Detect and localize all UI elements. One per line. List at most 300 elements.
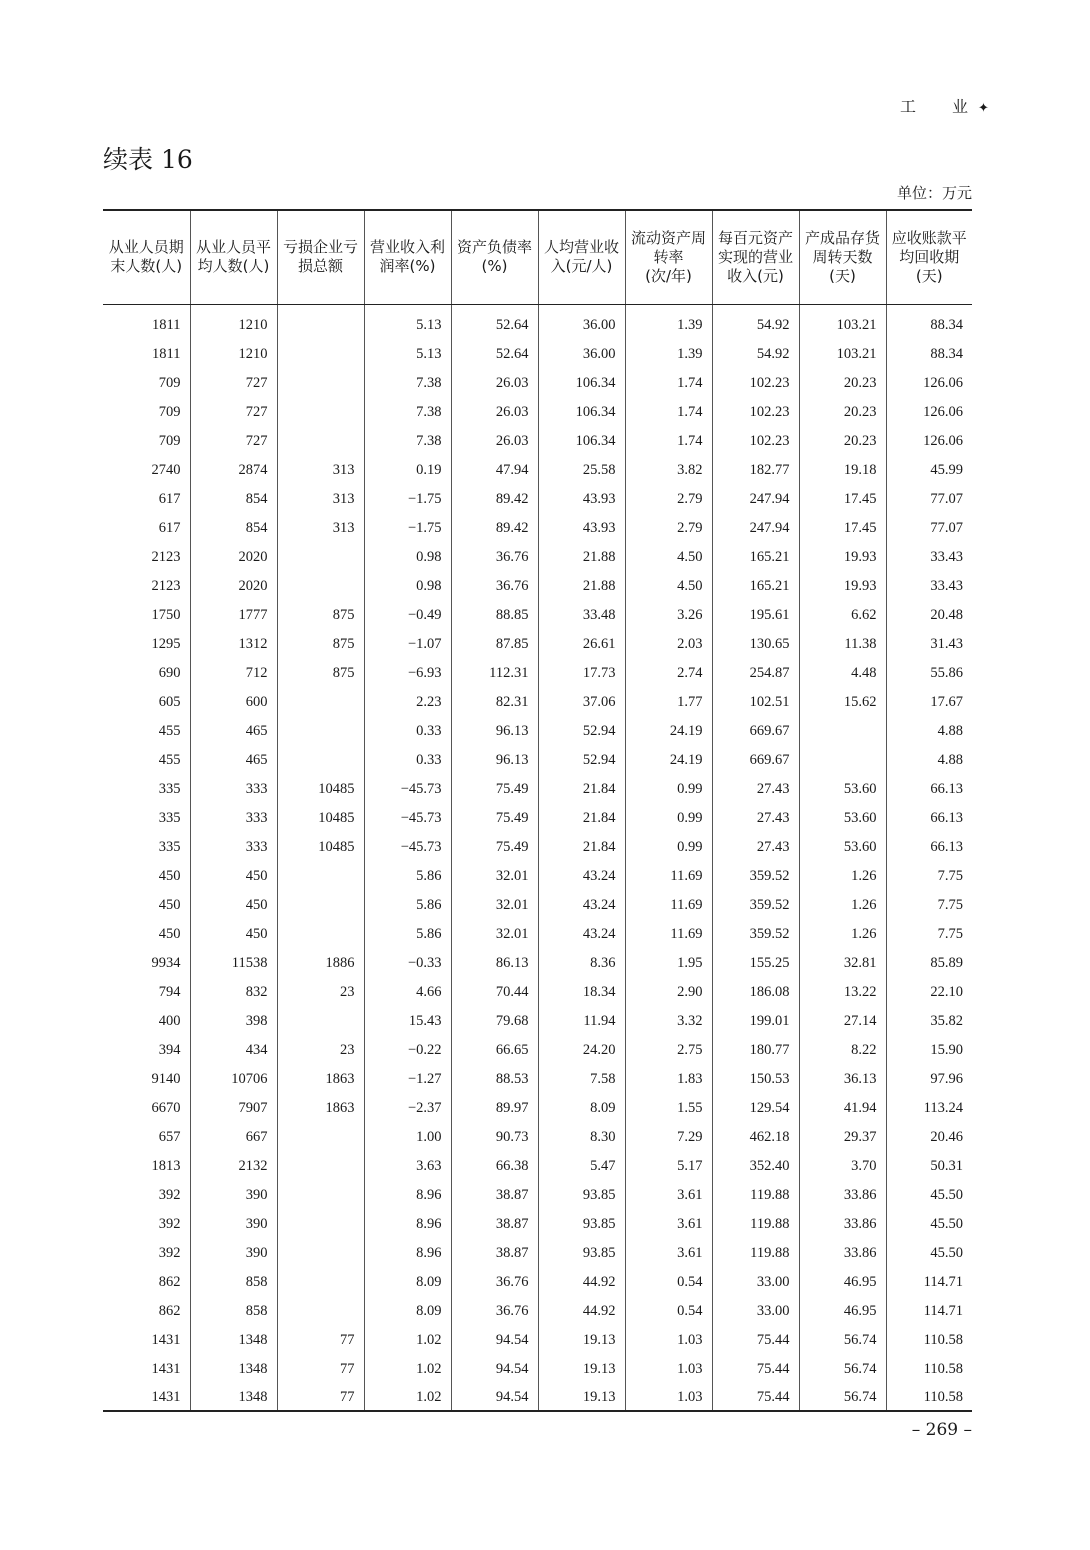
table-cell: 15.43 [364, 1007, 451, 1036]
table-cell: 3.61 [625, 1181, 712, 1210]
table-row [103, 1036, 972, 1065]
table-cell: 10706 [190, 1065, 277, 1094]
table-cell: −0.33 [364, 949, 451, 978]
table-cell: 3.82 [625, 456, 712, 485]
table-row [103, 891, 972, 920]
table-cell: 106.34 [538, 398, 625, 427]
table-cell: 333 [190, 804, 277, 833]
table-cell: 21.84 [538, 833, 625, 862]
column-header-line: 均人数(人) [197, 257, 270, 276]
table-cell: 77 [277, 1384, 364, 1411]
table-cell: 1210 [190, 340, 277, 369]
table-cell: 669.67 [712, 746, 799, 775]
table-cell: 390 [190, 1181, 277, 1210]
table-cell: 794 [158, 984, 181, 1000]
table-cell: 36.13 [799, 1065, 886, 1094]
table-cell: 8.30 [538, 1123, 625, 1152]
table-cell: 669.67 [712, 717, 799, 746]
table-cell: 3.32 [625, 1007, 712, 1036]
table-cell: 832 [190, 978, 277, 1007]
table-cell: 54.92 [712, 340, 799, 369]
table-cell: 0.54 [625, 1297, 712, 1326]
table-cell: 75.44 [712, 1326, 799, 1355]
table-cell: 7.38 [364, 427, 451, 456]
table-cell: 359.52 [712, 920, 799, 949]
table-cell: 6670 [151, 1100, 181, 1116]
table-cell: 126.06 [886, 427, 972, 456]
table-cell: 1.00 [364, 1123, 451, 1152]
table-cell: 27.14 [799, 1007, 886, 1036]
table-cell: 129.54 [712, 1094, 799, 1123]
table-cell: 94.54 [451, 1355, 538, 1384]
table-cell: −45.73 [364, 833, 451, 862]
table-cell: 254.87 [712, 659, 799, 688]
table-cell: 875 [277, 601, 364, 630]
table-cell: 50.31 [886, 1152, 972, 1181]
table-cell: 29.37 [799, 1123, 886, 1152]
table-cell: 1.83 [625, 1065, 712, 1094]
table-cell: 45.50 [886, 1239, 972, 1268]
table-cell: 45.50 [886, 1210, 972, 1239]
table-cell: 450 [158, 868, 181, 884]
column-header-line: (天) [829, 266, 856, 285]
table-cell: 1.26 [799, 862, 886, 891]
table-cell: 35.82 [886, 1007, 972, 1036]
table-cell: 77 [277, 1355, 364, 1384]
table-cell: 19.93 [799, 572, 886, 601]
table-cell: 119.88 [712, 1239, 799, 1268]
table-cell: 75.49 [451, 804, 538, 833]
table-cell: 114.71 [886, 1268, 972, 1297]
table-cell: 126.06 [886, 398, 972, 427]
table-cell: 1.77 [625, 688, 712, 717]
table-cell: 45.99 [886, 456, 972, 485]
table-cell: 102.23 [712, 398, 799, 427]
table-cell [277, 920, 364, 949]
table-row [103, 485, 972, 514]
table-cell: 77.07 [886, 514, 972, 543]
table-cell: 23 [277, 978, 364, 1007]
table-cell [277, 717, 364, 746]
table-row [103, 659, 972, 688]
column-header-line: 营业收入利 [369, 238, 445, 257]
table-row [103, 514, 972, 543]
table-cell: 858 [190, 1297, 277, 1326]
table-cell: 712 [190, 659, 277, 688]
table-cell: 52.94 [538, 746, 625, 775]
table-cell: 106.34 [538, 369, 625, 398]
table-cell: 450 [190, 891, 277, 920]
table-cell: 33.43 [886, 572, 972, 601]
table-cell: 43.24 [538, 891, 625, 920]
diamond-icon: ✦ [978, 101, 989, 116]
table-cell: 22.10 [886, 978, 972, 1007]
column-header-line: 实现的营业 [717, 247, 793, 266]
table-row [103, 340, 972, 369]
table-cell: 19.93 [799, 543, 886, 572]
table-cell: 186.08 [712, 978, 799, 1007]
table-cell: 2.90 [625, 978, 712, 1007]
table-cell [799, 746, 886, 775]
table-cell: 11.69 [625, 862, 712, 891]
table-row [103, 746, 972, 775]
table-cell [277, 688, 364, 717]
table-cell: 2.75 [625, 1036, 712, 1065]
table-cell: 26.61 [538, 630, 625, 659]
table-cell [277, 427, 364, 456]
table-cell: 66.38 [451, 1152, 538, 1181]
table-cell: 119.88 [712, 1181, 799, 1210]
table-cell: 875 [277, 630, 364, 659]
table-cell: 87.85 [451, 630, 538, 659]
table-cell: 4.48 [799, 659, 886, 688]
table-cell: 359.52 [712, 891, 799, 920]
table-cell: 1348 [190, 1384, 277, 1411]
table-cell: −1.27 [364, 1065, 451, 1094]
table-cell: 56.74 [799, 1384, 886, 1411]
table-cell: 33.86 [799, 1181, 886, 1210]
table-cell: 5.47 [538, 1152, 625, 1181]
table-cell: 667 [190, 1123, 277, 1152]
table-cell: 9934 [151, 955, 181, 971]
table-cell: 3.70 [799, 1152, 886, 1181]
table-cell: 1295 [151, 636, 181, 652]
table-cell [277, 1181, 364, 1210]
table-row [103, 688, 972, 717]
table-cell: 657 [158, 1129, 181, 1145]
table-cell: 1431 [151, 1361, 181, 1377]
table-cell: 37.06 [538, 688, 625, 717]
table-row [103, 1384, 972, 1411]
table-cell: 97.96 [886, 1065, 972, 1094]
table-cell: 165.21 [712, 572, 799, 601]
column-header-line: 人均营业收 [543, 238, 619, 257]
table-cell: 1.03 [625, 1355, 712, 1384]
table-cell: 7907 [190, 1094, 277, 1123]
table-cell: 2020 [190, 572, 277, 601]
table-cell: 52.94 [538, 717, 625, 746]
table-row [103, 304, 972, 340]
table-cell: 165.21 [712, 543, 799, 572]
table-cell: 1431 [103, 1384, 190, 1411]
table-row [103, 456, 972, 485]
column-header-line: (%) [481, 257, 508, 276]
table-cell: 1.26 [799, 920, 886, 949]
table-cell: 53.60 [799, 775, 886, 804]
table-cell: 1.02 [364, 1384, 451, 1411]
table-row [103, 543, 972, 572]
table-cell: 1.03 [625, 1384, 712, 1411]
table-cell: 70.44 [451, 978, 538, 1007]
table-cell: 93.85 [538, 1181, 625, 1210]
table-cell: 94.54 [451, 1384, 538, 1411]
table-cell: 38.87 [451, 1239, 538, 1268]
table-row [103, 1297, 972, 1326]
table-cell: 32.01 [451, 891, 538, 920]
table-cell: 199.01 [712, 1007, 799, 1036]
table-cell: 26.03 [451, 369, 538, 398]
table-cell: 75.44 [712, 1384, 799, 1411]
table-cell: 875 [277, 659, 364, 688]
running-head [900, 94, 989, 117]
table-cell: 1.02 [364, 1355, 451, 1384]
table-cell: 88.34 [886, 304, 972, 340]
table-cell: 56.74 [799, 1326, 886, 1355]
table-cell: 82.31 [451, 688, 538, 717]
table-cell: 33.86 [799, 1239, 886, 1268]
table-cell: 2.74 [625, 659, 712, 688]
table-cell: −0.22 [364, 1036, 451, 1065]
table-cell: 24.20 [538, 1036, 625, 1065]
table-cell [799, 717, 886, 746]
table-cell: 6.62 [799, 601, 886, 630]
column-header-line: 每百元资产 [717, 228, 793, 247]
table-row [103, 369, 972, 398]
table-cell: 33.00 [712, 1297, 799, 1326]
table-cell: 52.64 [451, 304, 538, 340]
table-cell: 44.92 [538, 1297, 625, 1326]
table-cell: 55.86 [886, 659, 972, 688]
table-cell: 465 [190, 717, 277, 746]
table-body [103, 304, 972, 1411]
table-cell: 106.34 [538, 427, 625, 456]
table-row [103, 978, 972, 1007]
table-cell: 150.53 [712, 1065, 799, 1094]
table-row [103, 601, 972, 630]
table-cell: 8.36 [538, 949, 625, 978]
table-cell [277, 746, 364, 775]
column-header-line: 从业人员期 [108, 238, 184, 257]
table-cell: 434 [190, 1036, 277, 1065]
table-cell [277, 1239, 364, 1268]
table-cell: 2.79 [625, 485, 712, 514]
table-cell: 359.52 [712, 862, 799, 891]
table-cell: 3.61 [625, 1210, 712, 1239]
table-cell: 709 [158, 433, 181, 449]
table-cell: 27.43 [712, 775, 799, 804]
table-cell: 130.65 [712, 630, 799, 659]
table-cell: 53.60 [799, 833, 886, 862]
column-header-line: 资产负债率 [456, 238, 532, 257]
table-cell: 5.13 [364, 340, 451, 369]
table-cell: 88.85 [451, 601, 538, 630]
table-cell: 31.43 [886, 630, 972, 659]
table-cell: −1.07 [364, 630, 451, 659]
column-header [364, 210, 451, 304]
table-cell: 119.88 [712, 1210, 799, 1239]
table-cell: −0.49 [364, 601, 451, 630]
table-cell: 20.46 [886, 1123, 972, 1152]
table-row [103, 1210, 972, 1239]
table-cell: 1.74 [625, 398, 712, 427]
table-cell: 11.38 [799, 630, 886, 659]
table-cell: 33.43 [886, 543, 972, 572]
table-cell: 600 [190, 688, 277, 717]
table-cell: 19.13 [538, 1326, 625, 1355]
table-cell: 66.13 [886, 833, 972, 862]
table-cell: 43.93 [538, 485, 625, 514]
table-cell: 21.88 [538, 543, 625, 572]
table-cell: 89.42 [451, 514, 538, 543]
table-cell: 27.43 [712, 804, 799, 833]
table-cell: 46.95 [799, 1297, 886, 1326]
table-cell: 0.98 [364, 572, 451, 601]
table-cell [277, 1297, 364, 1326]
table-cell: 96.13 [451, 717, 538, 746]
table-cell: 352.40 [712, 1152, 799, 1181]
table-cell: 89.42 [451, 485, 538, 514]
table-cell: 89.97 [451, 1094, 538, 1123]
table-cell [277, 1210, 364, 1239]
table-cell: 90.73 [451, 1123, 538, 1152]
table-cell: 21.84 [538, 804, 625, 833]
table-cell: 1348 [190, 1326, 277, 1355]
table-row [103, 775, 972, 804]
page-number: – 269 – [911, 1420, 972, 1440]
table-cell: 15.90 [886, 1036, 972, 1065]
table-cell: 126.06 [886, 369, 972, 398]
table-cell: 26.03 [451, 427, 538, 456]
table-cell: 102.23 [712, 427, 799, 456]
table-cell: 2.23 [364, 688, 451, 717]
table-cell [277, 398, 364, 427]
statistics-table [103, 209, 972, 1412]
table-cell: 24.19 [625, 717, 712, 746]
table-cell: −45.73 [364, 804, 451, 833]
table-cell: 17.73 [538, 659, 625, 688]
table-row [103, 1065, 972, 1094]
table-cell: 32.01 [451, 920, 538, 949]
table-cell: 96.13 [451, 746, 538, 775]
table-cell [277, 369, 364, 398]
table-cell: 45.50 [886, 1181, 972, 1210]
table-cell: 5.86 [364, 891, 451, 920]
table-cell: 36.76 [451, 1268, 538, 1297]
table-cell: 79.68 [451, 1007, 538, 1036]
table-cell: 727 [190, 398, 277, 427]
table-cell: 1.03 [625, 1326, 712, 1355]
table-cell: 8.09 [364, 1297, 451, 1326]
table-cell: 33.48 [538, 601, 625, 630]
column-header [712, 210, 799, 304]
table-cell [277, 572, 364, 601]
table-cell: 390 [190, 1239, 277, 1268]
table-cell: 2132 [190, 1152, 277, 1181]
table-cell: 21.84 [538, 775, 625, 804]
table-cell: 43.93 [538, 514, 625, 543]
table-cell: 1348 [190, 1355, 277, 1384]
table-cell: 66.13 [886, 804, 972, 833]
column-header [277, 210, 364, 304]
table-cell: 8.22 [799, 1036, 886, 1065]
table-cell: 5.86 [364, 920, 451, 949]
table-cell: 2123 [151, 549, 181, 565]
table-cell: 102.23 [712, 369, 799, 398]
table-cell: 1312 [190, 630, 277, 659]
table-cell: 103.21 [799, 340, 886, 369]
table-cell: 20.23 [799, 427, 886, 456]
table-cell [277, 1007, 364, 1036]
table-title: 续表 16 [103, 145, 193, 174]
table-cell: 36.00 [538, 340, 625, 369]
table-cell: −6.93 [364, 659, 451, 688]
table-row [103, 920, 972, 949]
table-cell: 33.86 [799, 1210, 886, 1239]
table-cell: 4.50 [625, 572, 712, 601]
table-cell: 392 [158, 1216, 181, 1232]
table-cell: 455 [158, 752, 181, 768]
table-cell: 112.31 [451, 659, 538, 688]
table-cell: 5.17 [625, 1152, 712, 1181]
table-cell: 398 [190, 1007, 277, 1036]
table-row [103, 804, 972, 833]
column-header [625, 210, 712, 304]
table-cell: 1.95 [625, 949, 712, 978]
table-cell: 1.39 [625, 304, 712, 340]
table-cell: 10485 [277, 833, 364, 862]
table-cell: 0.19 [364, 456, 451, 485]
table-row [103, 949, 972, 978]
table-cell: 7.75 [886, 920, 972, 949]
table-cell: 77 [277, 1326, 364, 1355]
table-cell: −2.37 [364, 1094, 451, 1123]
table-cell: 455 [158, 723, 181, 739]
table-cell: 11.94 [538, 1007, 625, 1036]
table-cell: 690 [158, 665, 181, 681]
table-row [103, 630, 972, 659]
table-row [103, 1152, 972, 1181]
table-cell: 335 [158, 781, 181, 797]
table-cell: 0.54 [625, 1268, 712, 1297]
table-cell: 7.58 [538, 1065, 625, 1094]
table-cell: 46.95 [799, 1268, 886, 1297]
table-cell [277, 304, 364, 340]
table-cell: 8.96 [364, 1210, 451, 1239]
table-cell: 465 [190, 746, 277, 775]
table-cell: 5.13 [364, 304, 451, 340]
table-cell: 1777 [190, 601, 277, 630]
table-cell: 110.58 [886, 1355, 972, 1384]
table-cell: 1.39 [625, 340, 712, 369]
table-cell: 10485 [277, 775, 364, 804]
table-cell: 110.58 [886, 1384, 972, 1411]
table-cell: 53.60 [799, 804, 886, 833]
unit-label: 单位：万元 [896, 184, 972, 202]
table-cell: 0.33 [364, 746, 451, 775]
table-cell: 155.25 [712, 949, 799, 978]
table-cell: 85.89 [886, 949, 972, 978]
column-header-line: 转率 [653, 247, 684, 266]
table-cell: 4.88 [886, 746, 972, 775]
table-cell: −1.75 [364, 485, 451, 514]
table-cell: 2740 [151, 462, 181, 478]
table-cell: 727 [190, 369, 277, 398]
table-cell: 1863 [277, 1094, 364, 1123]
table-row [103, 427, 972, 456]
table-cell: 93.85 [538, 1210, 625, 1239]
table-cell: 38.87 [451, 1210, 538, 1239]
table-cell: 3.26 [625, 601, 712, 630]
table-cell: 8.96 [364, 1181, 451, 1210]
table-cell: 2020 [190, 543, 277, 572]
table-cell: 43.24 [538, 862, 625, 891]
table-row [103, 717, 972, 746]
table-cell: 1.26 [799, 891, 886, 920]
table-cell: 0.33 [364, 717, 451, 746]
table-cell: 19.18 [799, 456, 886, 485]
table-cell: 1431 [151, 1332, 181, 1348]
table-cell: 862 [158, 1303, 181, 1319]
